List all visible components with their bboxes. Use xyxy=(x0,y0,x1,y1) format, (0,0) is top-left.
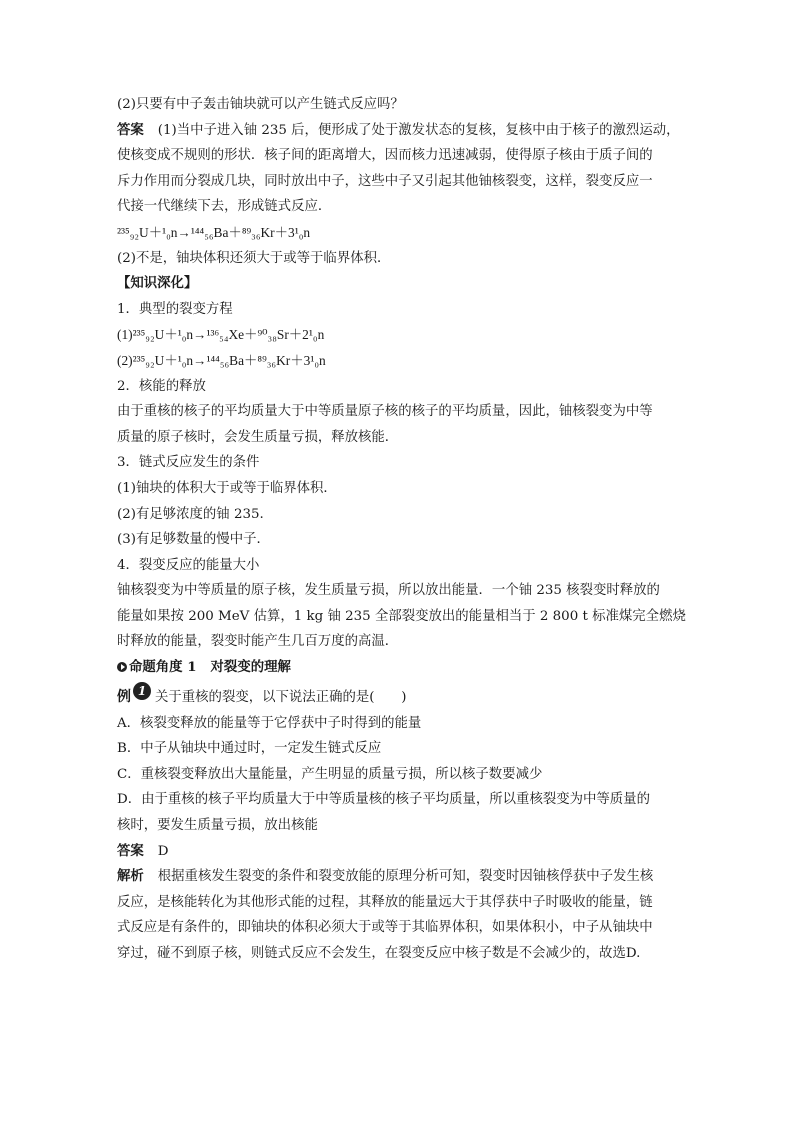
heading-4: 4．裂变反应的能量大小 xyxy=(117,557,260,573)
analysis-line-4: 穿过，碰不到原子核，则链式反应不会发生，在裂变反应中核子数是不会减少的，故选D. xyxy=(117,946,641,961)
document-page xyxy=(117,92,686,967)
heading-3: 3．链式反应发生的条件 xyxy=(117,455,260,471)
heading-2: 2．核能的释放 xyxy=(117,378,206,394)
question-2: (2)只要有中子轰击铀块就可以产生链式反应吗？ xyxy=(117,97,404,112)
proposition-angle xyxy=(117,655,679,681)
analysis-text-1: 根据重核发生裂变的条件和裂变放能的原理分析可知，裂变时因铀核俘获中子发生核 xyxy=(157,869,654,885)
energy-line-1: 铀核裂变为中等质量的原子核，发生质量亏损，所以放出能量．一个铀 235 核裂变时释放的 xyxy=(117,583,660,599)
condition-1: (1)铀块的体积大于或等于临界体积． xyxy=(117,480,337,496)
answer-line-2: 使核变成不规则的形状．核子间的距离增大，因而核力迅速减弱，使得原子核由于质子间的 xyxy=(117,148,653,164)
fission-equation-2: (2)²³⁵₉₂U＋¹₀n→¹⁴⁴₅₆Ba＋⁸⁹₃₆Kr＋3¹₀n xyxy=(117,352,326,368)
release-line-1: 由于重核的核子的平均质量大于中等质量原子核的核子的平均质量，因此，铀核裂变为中等 xyxy=(117,404,653,420)
condition-2: (2)有足够浓度的铀 235. xyxy=(117,506,264,522)
analysis-line-3: 式反应是有条件的，即铀块的体积必须大于或等于其临界体积，如果体积小，中子从铀块中 xyxy=(117,920,653,936)
answer-line-3: 斥力作用而分裂成几块，同时放出中子，这些中子又引起其他铀核裂变，这样，裂变反应一 xyxy=(117,173,653,189)
angle-label: 命题角度 1 xyxy=(129,659,197,676)
answer-line-5: (2)不是，铀块体积还须大于或等于临界体积． xyxy=(117,250,391,266)
energy-line-3: 时释放的能量，裂变时能产生几百万度的高温． xyxy=(117,634,399,650)
answer-label: 答案 xyxy=(117,121,144,138)
knowledge-deepen-title: 【知识深化】 xyxy=(117,275,198,292)
fission-equation-1: (1)²³⁵₉₂U＋¹₀n→¹³⁶₅₄Xe＋⁹⁰₃₈Sr＋2¹₀n xyxy=(117,327,325,343)
answer-equation: ²³⁵₉₂U＋¹₀n→¹⁴⁴₅₆Ba＋⁸⁹₃₆Kr＋3¹₀n xyxy=(117,224,311,240)
option-a: A．核裂变释放的能量等于它俘获中子时得到的能量 xyxy=(117,715,422,731)
example-answer-label: 答案 xyxy=(117,842,144,859)
answer-text-1: (1)当中子进入铀 235 后，便形成了处于激发状态的复核，复核中由于核子的激烈运动， xyxy=(157,122,680,138)
heading-1: 1．典型的裂变方程 xyxy=(117,301,233,317)
energy-line-2: 能量如果按 200 MeV 估算，1 kg 铀 235 全部裂变放出的能量相当于 2 800 t 标准煤完全燃烧 xyxy=(117,608,686,624)
analysis-line-2: 反应，是核能转化为其他形式能的过程，其释放的能量远大于其俘获中子时吸收的能量，链 xyxy=(117,894,653,910)
angle-title: 对裂变的理解 xyxy=(210,659,291,676)
option-b: B．中子从铀块中通过时，一定发生链式反应 xyxy=(117,741,382,757)
condition-3: (3)有足够数量的慢中子． xyxy=(117,532,270,548)
option-c: C．重核裂变释放出大量能量，产生明显的质量亏损，所以核子数要减少 xyxy=(117,766,543,782)
answer-line-4: 代接一代继续下去，形成链式反应． xyxy=(117,199,332,215)
release-line-2: 质量的原子核时，会发生质量亏损，释放核能． xyxy=(117,429,399,445)
example-question xyxy=(117,681,679,711)
example-number-badge: 1 xyxy=(133,682,151,700)
example-answer-value: D xyxy=(157,843,169,859)
example-label: 例 xyxy=(117,688,131,705)
answer-line-1 xyxy=(117,118,679,144)
analysis-label: 解析 xyxy=(117,868,144,885)
play-circle-icon xyxy=(117,662,127,672)
example-answer xyxy=(117,839,679,865)
example-question-text: 关于重核的裂变，以下说法正确的是( ) xyxy=(155,689,407,705)
option-d-line-2: 核时，要发生质量亏损，放出核能 xyxy=(117,818,318,834)
analysis-line-1 xyxy=(117,864,679,890)
option-d-line-1: D．由于重核的核子平均质量大于中等质量核的核子平均质量，所以重核裂变为中等质量的 xyxy=(117,792,650,808)
